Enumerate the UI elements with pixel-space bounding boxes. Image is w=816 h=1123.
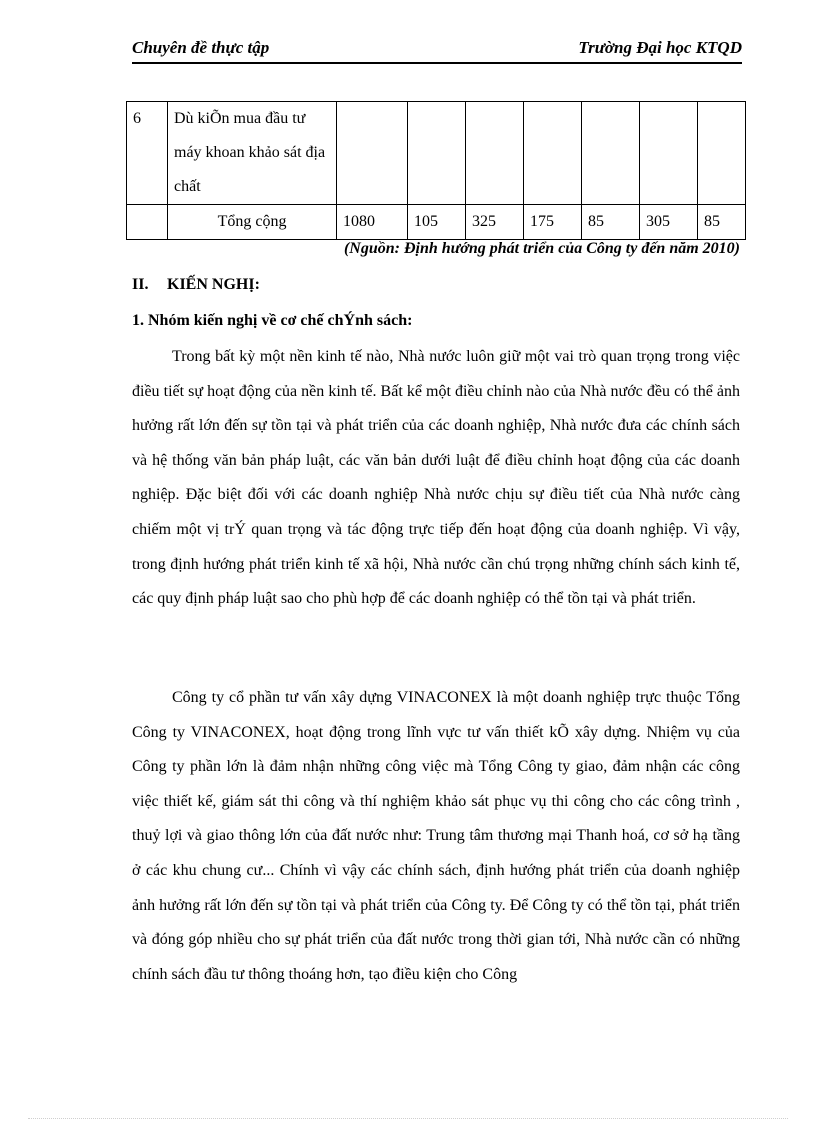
table-cell [337, 102, 408, 205]
total-value: 305 [640, 205, 698, 240]
table-cell [582, 102, 640, 205]
page-bottom-divider [28, 1118, 788, 1119]
table-cell [640, 102, 698, 205]
table-row-total [127, 205, 746, 240]
total-value: 105 [408, 205, 466, 240]
table-cell [524, 102, 582, 205]
total-value: 1080 [337, 205, 408, 240]
table-cell [127, 205, 168, 240]
total-value: 325 [466, 205, 524, 240]
table-row [127, 102, 746, 205]
total-value: 175 [524, 205, 582, 240]
total-value: 85 [698, 205, 746, 240]
investment-table [126, 101, 746, 240]
table-cell [466, 102, 524, 205]
total-label: Tổng cộng [168, 205, 337, 240]
table-cell [698, 102, 746, 205]
header-title-left: Chuyên đề thực tập [132, 38, 270, 57]
paragraph-2: Công ty cổ phần tư vấn xây dựng VINACONEX là một doanh nghiệp trực thuộc Tổng Công ty VINACONEX, hoạt động trong lĩnh vực tư vấn thiết kÕ xây dựng. Nhiệm vụ của Công ty phần lớn là đảm nhận những công việc mà Tổng Công ty giao, đảm nhận các công việc thiết kế, giám sát thi công và thí nghiệm khảo sát phục vụ thi công cho các công trình , thuỷ lợi và giao thông lớn của đất nước như: Trung tâm thương mại Thanh hoá, cơ sở hạ tầng ở các khu chung cư... Chính vì vậy các chính sách, định hướng phát triển của doanh nghiệp ảnh hưởng rất lớn đến sự tồn tại và phát triển của Công ty. Để Công ty có thể tồn tại, phát triển và đóng góp nhiều cho sự phát triển của đất nước trong thời gian tới, Nhà nước cần có những chính sách đầu tư thông thoáng hơn, tạo điều kiện cho Công [132, 689, 740, 983]
total-value: 85 [582, 205, 640, 240]
section-heading [132, 276, 260, 294]
section-title: KIẾN NGHỊ: [167, 276, 260, 293]
row-number: 6 [127, 102, 168, 205]
row-description: Dù kiÕn mua đầu tư máy khoan khảo sát địa chất [168, 102, 337, 205]
subsection-heading: 1. Nhóm kiến nghị về cơ chế chÝnh sách: [132, 312, 413, 329]
header-title-right: Trường Đại học KTQD [578, 38, 742, 57]
page-header [132, 36, 742, 64]
table-cell [408, 102, 466, 205]
table-source-note: (Nguồn: Định hướng phát triển của Công ty đến năm 2010) [343, 240, 740, 257]
section-number: II. [132, 276, 149, 293]
paragraph-1: Trong bất kỳ một nền kinh tế nào, Nhà nước luôn giữ một vai trò quan trọng trong việc điều tiết sự hoạt động của nền kinh tế. Bất kể một điều chỉnh nào của Nhà nước đều có thể ảnh hưởng rất lớn đến sự tồn tại và phát triển của các doanh nghiệp, Nhà nước đưa các chính sách và hệ thống văn bản pháp luật, các văn bản dưới luật để điều chỉnh hoạt động của các doanh nghiệp. Đặc biệt đối với các doanh nghiệp Nhà nước chịu sự điều tiết của Nhà nước càng chiếm một vị trÝ quan trọng và tác động trực tiếp đến hoạt động của doanh nghiệp. Vì vậy, trong định hướng phát triển kinh tế xã hội, Nhà nước cần chú trọng những chính sách kinh tế, các quy định pháp luật sao cho phù hợp để các doanh nghiệp có thể tồn tại và phát triển. [132, 348, 740, 608]
